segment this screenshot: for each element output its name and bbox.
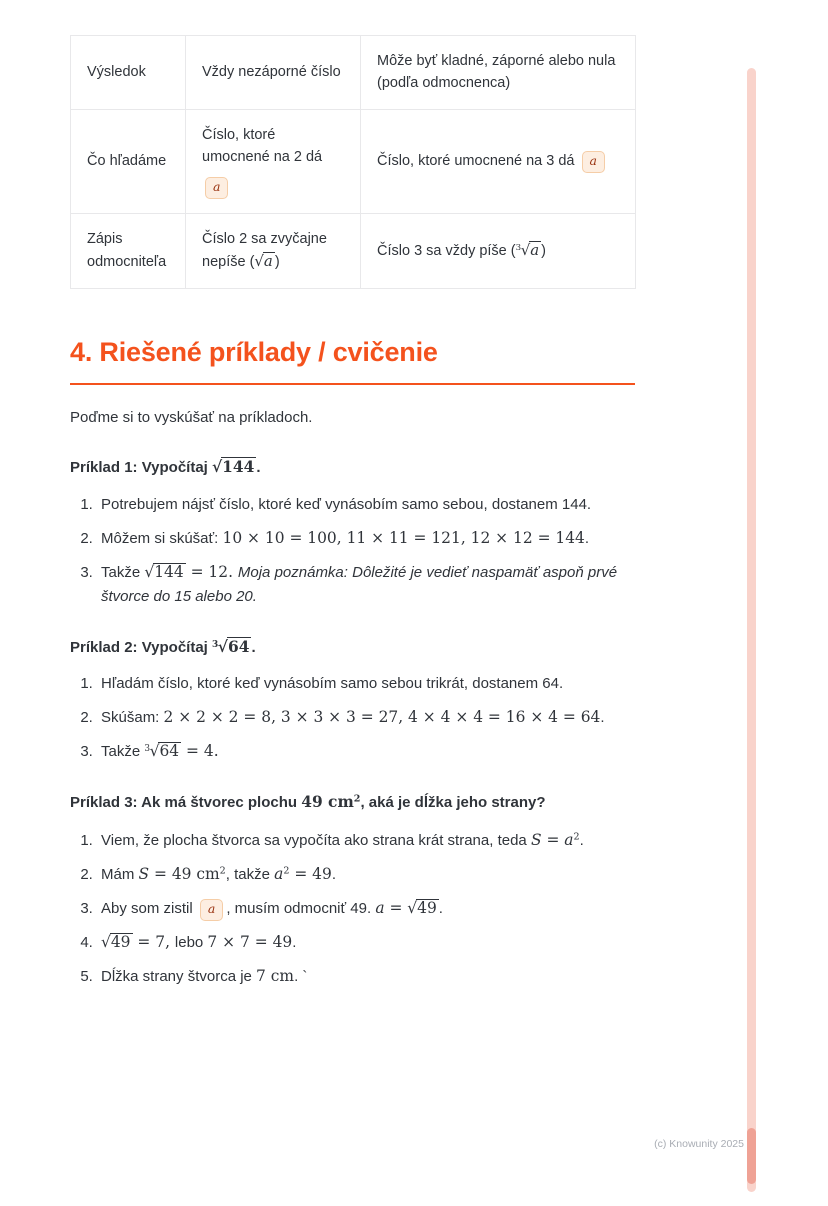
cell-text: Číslo 2 sa zvyčajne nepíše ( [202,230,327,271]
math-op: = [541,830,565,849]
document-page [0,35,828,1206]
radical-sign: √ [520,240,531,259]
intro-paragraph: Poďme si to vyskúšať na príkladoch. [70,408,313,426]
example3-steps [70,828,635,989]
list-item [97,560,635,609]
section-divider [70,383,635,385]
radical-sign: √ [149,742,160,761]
list-item [97,828,635,853]
table-cell-label: Čo hľadáme [71,109,186,213]
list-item [97,930,635,955]
math-text: 7 × 7 = 49 [207,932,293,951]
step-text: . [331,865,337,883]
step-text: . [584,529,590,547]
step-text: , takže [225,865,275,883]
exponent: 2 [573,831,580,843]
step-text: . ` [294,967,308,985]
table-cell: Vždy nezáporné číslo [186,36,361,110]
cell-text: Číslo, ktoré umocnené na 2 dá [202,126,323,166]
math-op: = 49 [289,864,332,883]
table-row [71,36,636,110]
step-text: . [579,831,584,849]
list-item [97,526,635,551]
math-text: = 4. [181,742,219,761]
list-item [97,672,635,696]
radicand: 144 [222,457,255,477]
exponent: 2 [219,865,226,877]
step-text: Mám [101,865,139,883]
section-heading: 4. Riešené príklady / cvičenie [70,336,438,367]
math-text [531,831,580,849]
table-cell [186,213,361,288]
scrollbar-track[interactable] [747,68,756,1192]
radicand: 64 [227,636,250,656]
variable: S [138,864,150,883]
radicand: 144 [154,562,184,581]
comparison-table [70,35,636,289]
copyright-footer: (c) Knowunity 2025 [654,1138,744,1150]
badge-line [202,176,344,199]
radical-sign: √ [254,252,264,271]
variable-badge: a [200,899,223,921]
sqrt-expression [144,563,185,581]
table-cell-label: Výsledok [71,36,186,110]
math-op: = 49 cm [149,864,220,883]
radicand: 64 [159,742,180,761]
title-text: . [256,459,261,477]
list-item [97,896,635,921]
table-row [71,109,636,213]
step-text: Môžem si skúšať: [101,529,223,547]
math-text [274,865,332,883]
table-cell [361,109,636,213]
table-cell-label: Zápis odmocniteľa [71,213,186,288]
root-index: 3 [515,243,522,254]
sqrt-expression [212,457,256,476]
math-text: = 7, [132,932,175,951]
radicand: 49 [417,898,437,917]
step-text: Dĺžka strany štvorca je [101,967,257,985]
math-text [375,899,407,917]
step-text: . [292,933,297,951]
math-text: 7 cm [256,966,295,985]
variable-badge: a [205,177,228,199]
list-item [97,739,635,764]
step-text: lebo [174,933,208,951]
example3-title [70,790,635,815]
math-text: 10 × 10 = 100, 11 × 11 = 121, 12 × 12 = 144 [222,528,585,547]
variable: a [274,864,284,883]
radical-sign: √ [144,562,155,581]
scrollbar-thumb[interactable] [747,1128,756,1184]
math-base: 49 cm [301,792,354,812]
variable: a [564,830,574,849]
radical-sign: √ [217,636,228,656]
list-item [97,964,635,989]
variable: a [375,898,385,917]
title-text: Príklad 1: Vypočítaj [70,459,212,477]
step-text: Takže [101,743,145,761]
radicand: 49 [110,932,131,951]
title-text: Príklad 3: Ak má štvorec plochu [70,794,302,812]
table-cell: Môže byť kladné, záporné alebo nula (podľa odmocnenca) [361,36,636,110]
step-text: Potrebujem nájsť číslo, ktoré keď vynásobím samo sebou, dostanem 144. [101,495,592,513]
root-index: 3 [212,639,219,650]
example2-steps [70,672,635,764]
cell-text: Číslo 3 sa vždy píše ( [377,242,516,259]
step-text: Skúšam: [101,709,164,727]
cell-text: ) [274,254,280,271]
radical-sign: √ [407,898,418,917]
root-index: 3 [144,744,151,755]
math-text: 2 × 2 × 2 = 8, 3 × 3 × 3 = 27, 4 × 4 × 4 = 16 × 4 = 64 [163,708,601,727]
example1-title [70,455,635,480]
sqrt-expression [407,899,439,917]
radical-sign: √ [101,932,111,951]
note-italic: Moja poznámka: Dôležité je vedieť naspamäť aspoň prvé štvorce do 15 alebo 20. [101,563,618,605]
step-text: Viem, že plocha štvorca sa vypočíta ako strana krát strana, teda [101,831,531,849]
cell-text: ) [541,242,546,259]
list-item [97,493,635,517]
table-row [71,213,636,288]
step-text: . [600,709,605,727]
step-text: , musím odmocniť 49. [226,899,376,917]
step-text: Hľadám číslo, ktoré keď vynásobím samo sebou trikrát, dostanem 64. [101,675,564,693]
table-cell [186,109,361,213]
radicand: a [263,252,273,271]
math-text: = 12. [185,562,238,581]
step-text: . [438,899,443,917]
cuberoot-expression [144,742,181,760]
exponent: 2 [283,865,290,877]
list-item [97,862,635,887]
math-op: = [384,898,408,917]
example1-steps [70,493,635,609]
variable-badge: a [582,151,605,173]
title-text: , aká je dĺžka jeho strany? [360,794,546,812]
step-text: Aby som zistil [101,899,197,917]
sqrt-expression [101,933,133,951]
example2-title [70,635,635,660]
cuberoot-expression [212,637,251,656]
step-text: Takže [101,563,145,581]
variable: S [530,830,542,849]
sqrt-expression [254,252,274,270]
list-item [97,705,635,730]
radicand: a [530,240,540,259]
document-content [70,35,635,989]
cuberoot-expression [516,241,542,259]
exponent: 2 [353,793,361,805]
cell-text: Číslo, ktoré umocnené na 3 dá [377,152,575,169]
math-text [301,792,360,811]
math-text [139,865,226,883]
table-cell [361,213,636,288]
title-text: Príklad 2: Vypočítaj [70,638,212,656]
radical-sign: √ [212,457,223,477]
title-text: . [251,638,256,656]
